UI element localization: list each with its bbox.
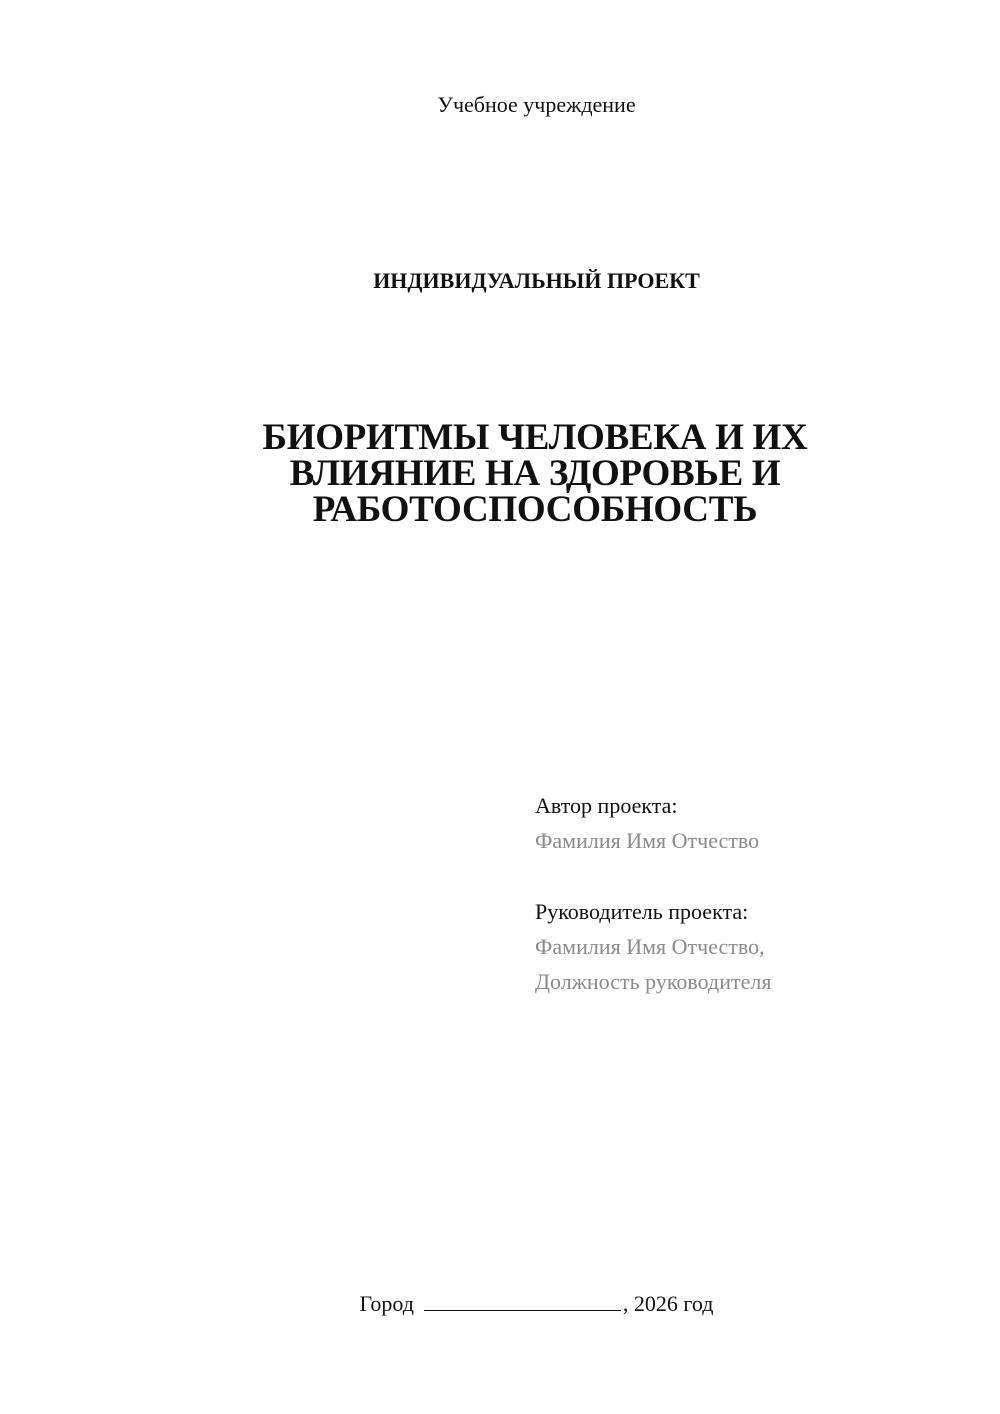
document-type: ИНДИВИДУАЛЬНЫЙ ПРОЕКТ: [373, 268, 700, 293]
credits-spacer: [535, 858, 975, 894]
title-line: БИОРИТМЫ ЧЕЛОВЕКА И ИХ: [262, 417, 808, 458]
author-label: Автор проекта:: [535, 793, 678, 818]
title-line: ВЛИЯНИЕ НА ЗДОРОВЬЕ И: [289, 453, 781, 494]
credits-block: [535, 788, 975, 999]
city-year-line: [0, 1290, 1000, 1317]
supervisor-label: Руководитель проекта:: [535, 899, 749, 924]
document-title: [200, 417, 870, 530]
supervisor-position: Должность руководителя: [535, 969, 772, 994]
city-label: Город: [359, 1291, 414, 1316]
year-text: , 2026 год: [622, 1291, 714, 1316]
institution-name: Учебное учреждение: [437, 92, 636, 117]
city-blank-line: [424, 1290, 621, 1311]
supervisor-name: Фамилия Имя Отчество,: [535, 934, 765, 959]
title-line: РАБОТОСПОСОБНОСТЬ: [312, 489, 758, 530]
author-name: Фамилия Имя Отчество: [535, 828, 760, 853]
